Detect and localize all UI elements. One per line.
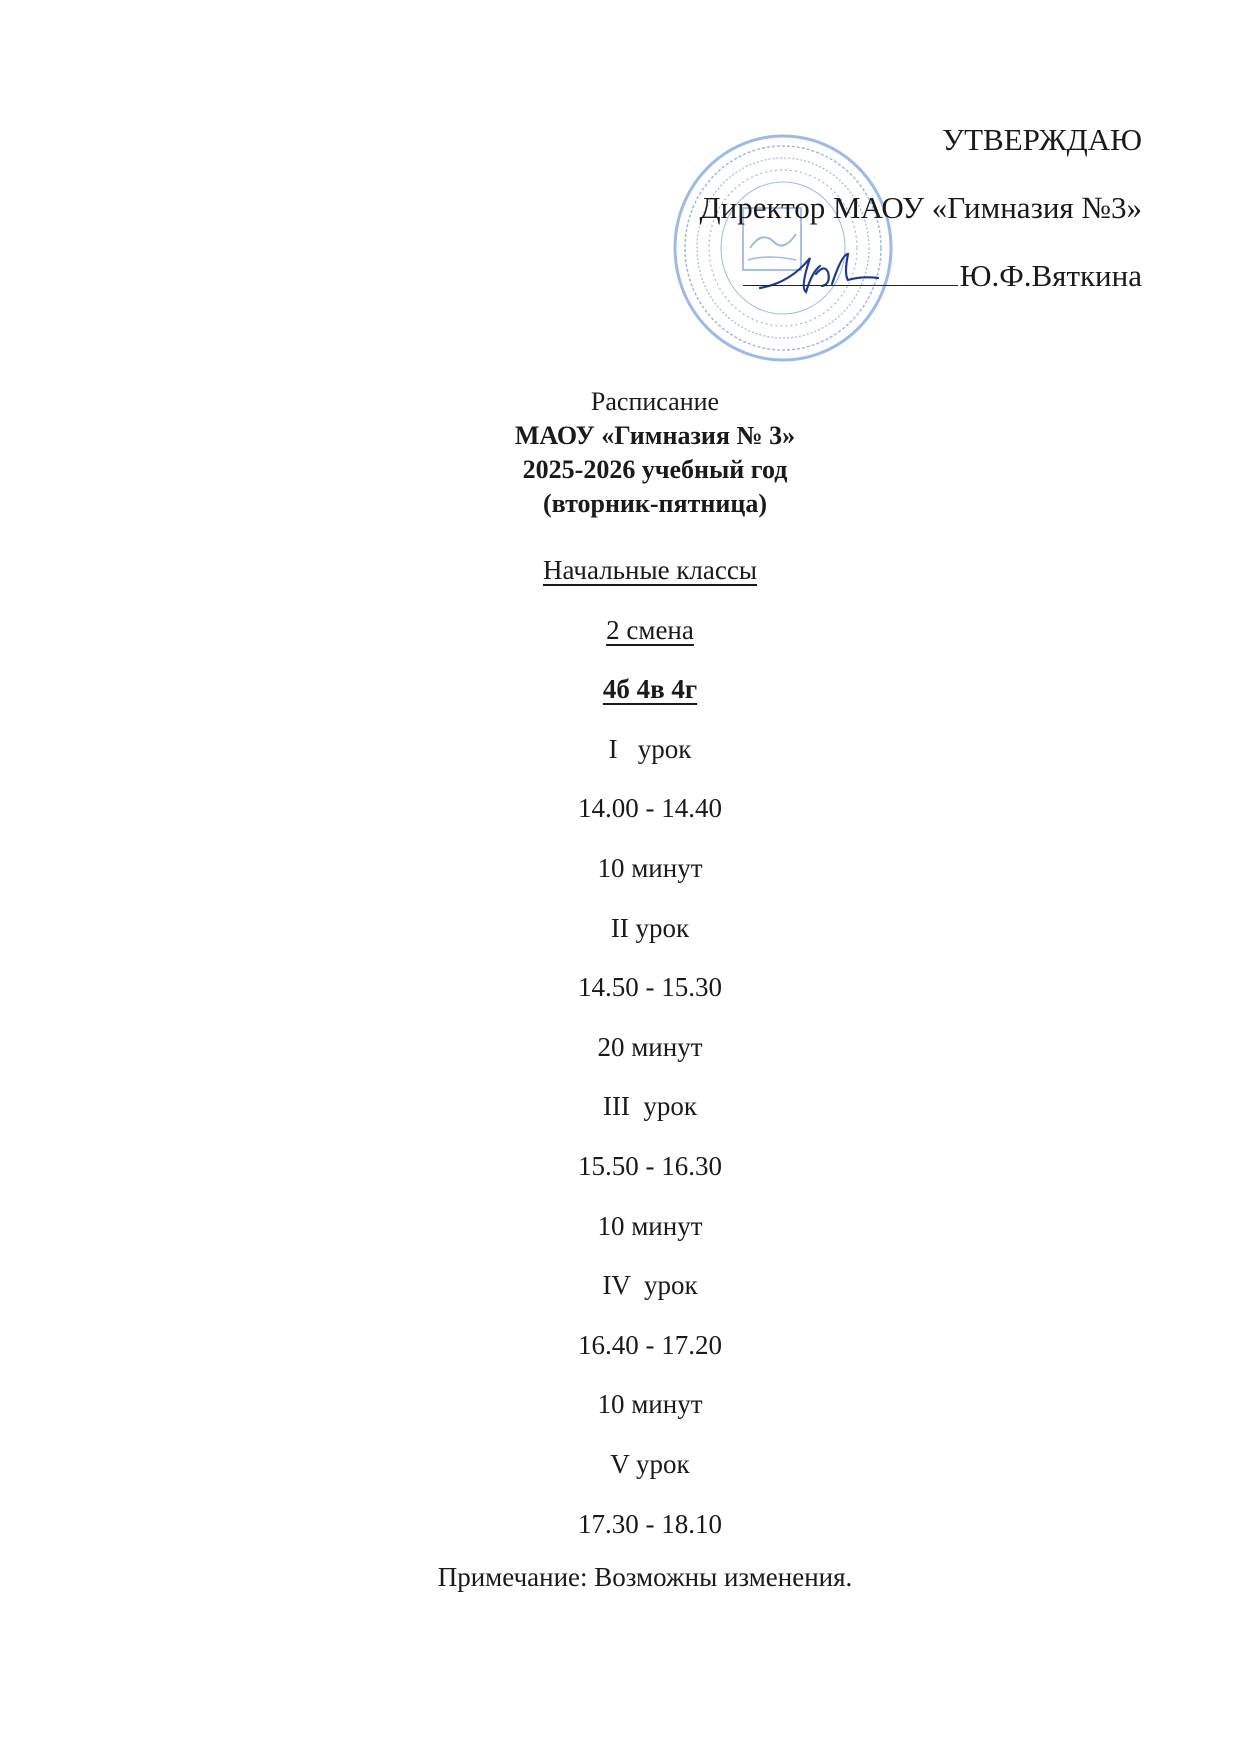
- approval-signature-line: [743, 258, 1142, 294]
- schedule-row: 14.00 - 14.40: [578, 793, 722, 824]
- schedule-row: 20 минут: [597, 1031, 703, 1062]
- approval-heading: УТВЕРЖДАЮ: [942, 122, 1142, 157]
- schedule-row: I урок: [608, 733, 692, 764]
- approval-name: Ю.Ф.Вяткина: [959, 258, 1142, 293]
- title-line-schedule: Расписание: [590, 387, 720, 416]
- lesson-schedule: [0, 550, 1240, 1563]
- schedule-row: 10 минут: [597, 852, 703, 883]
- schedule-row: 15.50 - 16.30: [578, 1150, 722, 1181]
- document-title: [0, 385, 1240, 521]
- signature-underline: [743, 261, 958, 286]
- schedule-row: IV урок: [602, 1270, 698, 1301]
- shift-heading: 2 смена: [606, 614, 694, 645]
- section-heading: Начальные классы: [543, 555, 757, 585]
- schedule-row: III урок: [602, 1091, 698, 1122]
- title-line-year: 2025-2026 учебный год: [522, 455, 788, 484]
- approval-position: Директор МАОУ «Гимназия №3»: [699, 190, 1142, 225]
- schedule-row: 10 минут: [597, 1210, 703, 1241]
- footnote: Примечание: Возможны изменения.: [437, 1562, 853, 1592]
- round-seal-icon: [668, 128, 898, 368]
- classes-heading: 4б 4в 4г: [602, 674, 698, 705]
- schedule-row: V урок: [610, 1448, 690, 1479]
- title-line-days: (вторник-пятница): [543, 489, 767, 518]
- schedule-row: 17.30 - 18.10: [578, 1508, 722, 1539]
- title-line-school: МАОУ «Гимназия № 3»: [514, 421, 796, 450]
- schedule-row: 10 минут: [597, 1389, 703, 1420]
- schedule-row: II урок: [610, 912, 690, 943]
- schedule-row: 14.50 - 15.30: [578, 972, 722, 1003]
- schedule-row: 16.40 - 17.20: [578, 1329, 722, 1360]
